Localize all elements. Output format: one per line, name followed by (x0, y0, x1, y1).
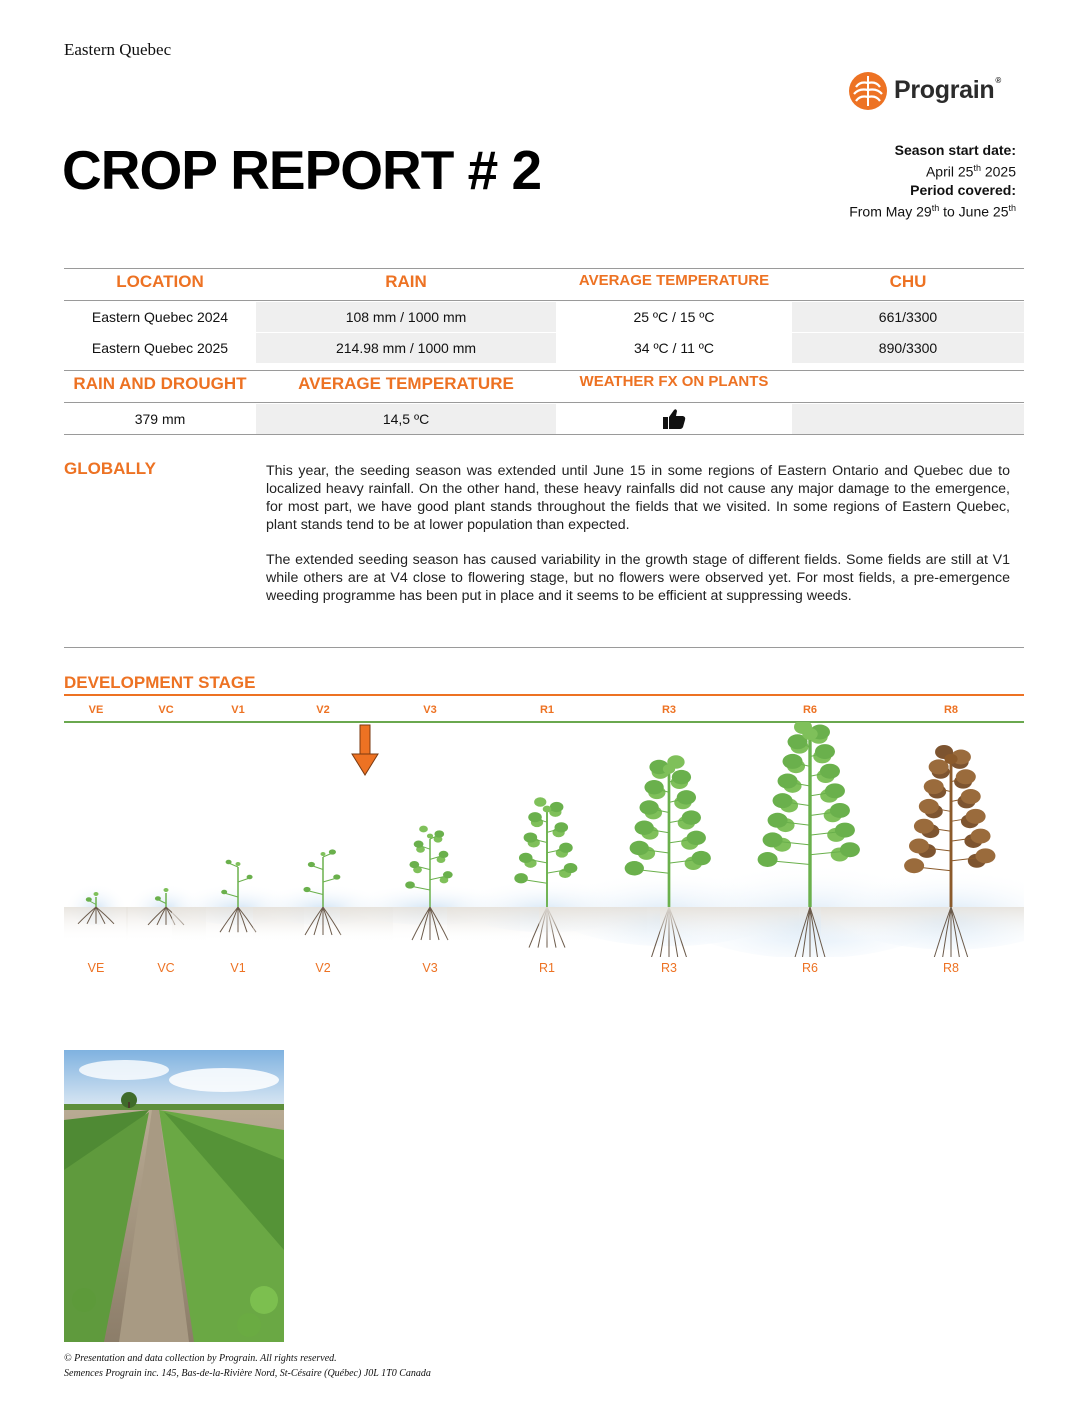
season-start-label: Season start date: (894, 142, 1016, 158)
stage-bottom-label-v2: V2 (315, 961, 331, 975)
header-average-temperature: AVERAGE TEMPERATURE (578, 272, 770, 289)
period-covered-label: Period covered: (910, 181, 1016, 198)
stage-top-label-ve: VE (88, 704, 104, 716)
season-start-date: April 25th 2025 (925, 163, 1016, 180)
plant-ve (64, 873, 128, 942)
stage-top-label-vc: VC (158, 704, 174, 716)
globally-paragraph-2: The extended seeding season has caused variability in the growth stage of different fields. Some fields are still at V1 while others are at V4 close to flowering stage, but no flowers were observed yet. For most fields, a pre-emergence weeding programme has been put in place and it seems to be efficient at suppressing weeds. (266, 552, 1010, 604)
footer-copyright: © Presentation and data collection by Prograin. All rights reserved. (64, 1353, 337, 1364)
soybean-growth-diagram (64, 722, 1024, 957)
stage-bottom-label-r3: R3 (661, 961, 677, 975)
region-label: Eastern Quebec (64, 40, 172, 59)
thumbs-up-icon (662, 408, 686, 430)
rain-and-drought-value: 379 mm (134, 411, 186, 427)
stage-top-label-r3: R3 (661, 704, 677, 716)
soybean-field-photo (64, 1050, 284, 1342)
weather-table-header-rule (64, 402, 1024, 403)
header-rain-and-drought: RAIN AND DROUGHT (73, 374, 247, 393)
globally-paragraph-1: This year, the seeding season was extended until June 15 in some regions of Eastern Ontario and Quebec due to localized heavy rainfall. On the other hand, these heavy rainfalls did not cause any major damage to the emergence, for most part, we have good plant stands throughout the fields that we visited. In some regions of Eastern Quebec, plant stands tend to be at lower population than expected. (266, 463, 1010, 533)
stage-top-label-v2: V2 (316, 704, 330, 716)
logo-wordmark: Prograin® (894, 76, 1002, 104)
stage-bottom-label-r8: R8 (943, 961, 959, 975)
weather-fx-value (556, 404, 792, 434)
section-divider (64, 647, 1024, 648)
row-2024-temperature: 25 ºC / 15 ºC (633, 309, 715, 325)
weather-table-top-rule (64, 370, 1024, 371)
row-2024-chu: 661/3300 (792, 302, 1024, 332)
stage-top-label-v3: V3 (423, 704, 437, 716)
stage-top-label-v1: V1 (231, 704, 245, 716)
row-2025-chu: 890/3300 (792, 333, 1024, 363)
header-location: LOCATION (116, 272, 204, 291)
header-weather-fx: WEATHER FX ON PLANTS (579, 373, 769, 390)
table-top-rule (64, 268, 1024, 269)
page-title: CROP REPORT # 2 (62, 139, 542, 201)
stage-bottom-label-ve: VE (87, 961, 105, 975)
stage-top-label-r1: R1 (539, 704, 555, 716)
stage-bottom-label-v3: V3 (422, 961, 438, 975)
prograin-logo (848, 68, 1023, 113)
average-temperature-value: 14,5 ºC (256, 404, 556, 434)
header-average-temperature-2: AVERAGE TEMPERATURE (298, 374, 514, 393)
period-covered-value: From May 29th to June 25th (849, 202, 1016, 220)
stage-top-label-r6: R6 (802, 704, 818, 716)
header-chu: CHU (889, 272, 927, 291)
season-info (849, 141, 1016, 220)
stage-bottom-label-vc: VC (157, 961, 175, 975)
prograin-logo-icon (848, 71, 888, 111)
row-2025-rain: 214.98 mm / 1000 mm (256, 333, 556, 363)
row-2025-location: Eastern Quebec 2025 (91, 340, 229, 356)
development-stage-heading: DEVELOPMENT STAGE (64, 673, 256, 692)
globally-heading: GLOBALLY (64, 459, 156, 478)
dev-orange-rule (64, 694, 1024, 696)
footer-address: Semences Prograin inc. 145, Bas-de-la-Rivière Nord, St-Césaire (Québec) J0L 1T0 Canada (64, 1368, 431, 1379)
stage-top-label-r8: R8 (943, 704, 959, 716)
header-rain: RAIN (385, 272, 427, 291)
stage-bottom-label-r6: R6 (802, 961, 818, 975)
table-header-rule (64, 300, 1024, 301)
stage-bottom-label-r1: R1 (539, 961, 555, 975)
row-2024-location: Eastern Quebec 2024 (91, 309, 229, 325)
weather-table-bottom-rule (64, 434, 1024, 435)
stage-bottom-label-v1: V1 (230, 961, 246, 975)
row-2024-rain: 108 mm / 1000 mm (256, 302, 556, 332)
row-2025-temperature: 34 ºC / 11 ºC (633, 340, 714, 356)
weather-empty-cell (792, 404, 1024, 434)
current-stage-arrow-icon (352, 725, 378, 775)
